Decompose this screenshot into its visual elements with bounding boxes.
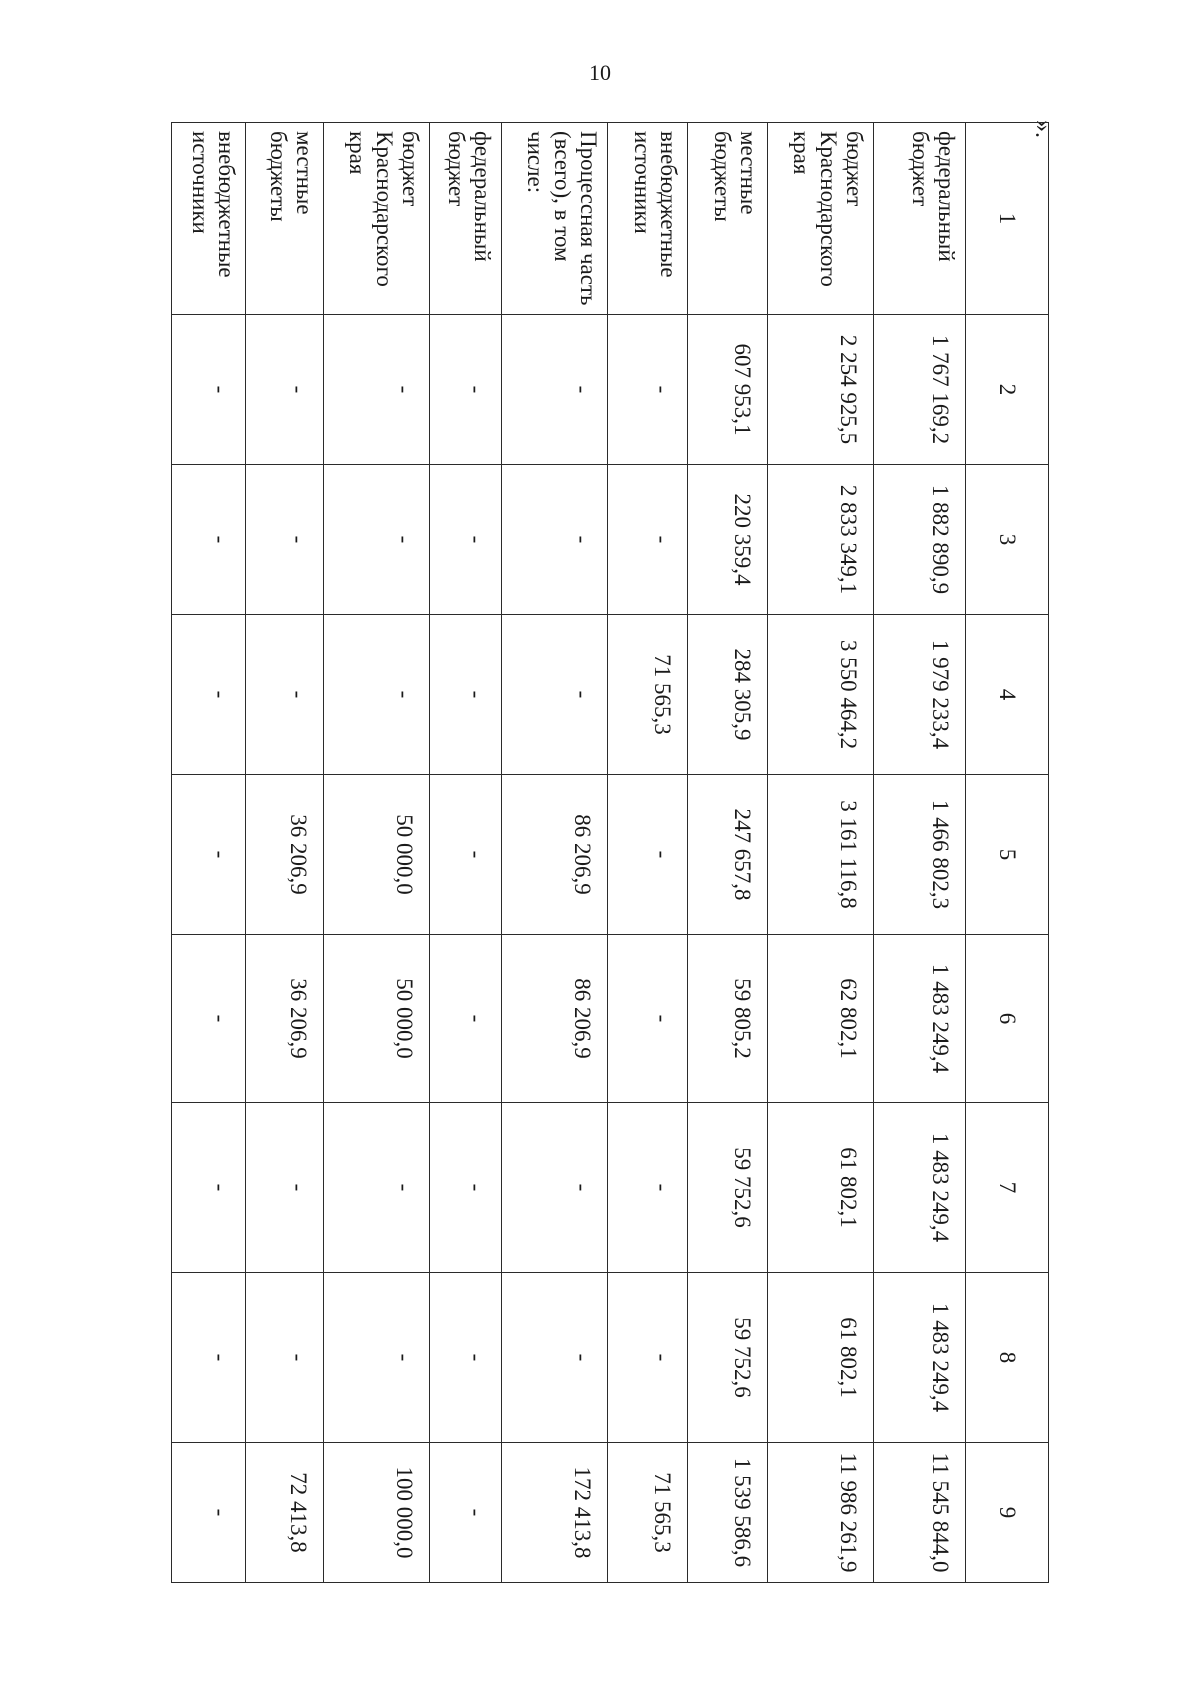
table-cell: 62 802,1	[768, 935, 874, 1103]
table-cell: 247 657,8	[688, 775, 768, 935]
table-cell: 3 550 464,2	[768, 615, 874, 775]
table-cell: 607 953,1	[688, 315, 768, 465]
table-cell: -	[502, 1103, 608, 1273]
table-cell: -	[608, 935, 688, 1103]
table-cell: -	[172, 935, 246, 1103]
table-cell: 50 000,0	[324, 775, 430, 935]
table-cell: -	[502, 315, 608, 465]
budget-table	[171, 122, 1049, 1583]
table-cell: -	[172, 615, 246, 775]
table-cell: 86 206,9	[502, 775, 608, 935]
table-cell: -	[172, 1443, 246, 1583]
table-cell: 36 206,9	[246, 935, 324, 1103]
table-cell: 36 206,9	[246, 775, 324, 935]
table-cell: -	[246, 465, 324, 615]
table-row	[246, 123, 324, 1583]
table-cell: 72 413,8	[246, 1443, 324, 1583]
table-cell: 1 483 249,4	[874, 1103, 966, 1273]
table-row	[430, 123, 502, 1583]
table-row	[768, 123, 874, 1583]
table-row	[324, 123, 430, 1583]
row-label: бюджет Краснодарского края	[324, 123, 430, 315]
table-cell: -	[430, 615, 502, 775]
table-cell: 61 802,1	[768, 1273, 874, 1443]
table-cell: 50 000,0	[324, 935, 430, 1103]
column-header: 7	[966, 1103, 1049, 1273]
column-header: 5	[966, 775, 1049, 935]
table-cell: -	[324, 465, 430, 615]
row-label: внебюджетные источники	[172, 123, 246, 315]
table-cell: 11 545 844,0	[874, 1443, 966, 1583]
table-row	[502, 123, 608, 1583]
row-label: местные бюджеты	[246, 123, 324, 315]
table-cell: 3 161 116,8	[768, 775, 874, 935]
table-cell: 2 254 925,5	[768, 315, 874, 465]
table-cell: -	[246, 315, 324, 465]
table-cell: -	[430, 935, 502, 1103]
column-header: 2	[966, 315, 1049, 465]
table-cell: -	[608, 1103, 688, 1273]
table-cell: -	[430, 775, 502, 935]
table-cell: 86 206,9	[502, 935, 608, 1103]
page-number: 10	[589, 60, 611, 85]
table-cell: -	[324, 1273, 430, 1443]
column-header: 9	[966, 1443, 1049, 1583]
table-cell: -	[324, 615, 430, 775]
table-cell: -	[172, 315, 246, 465]
column-header: 1	[966, 123, 1049, 315]
table-cell: 1 483 249,4	[874, 935, 966, 1103]
column-header: 3	[966, 465, 1049, 615]
table-cell: -	[502, 1273, 608, 1443]
row-label: федеральный бюджет	[430, 123, 502, 315]
table-cell: 1 767 169,2	[874, 315, 966, 465]
table-cell: -	[246, 615, 324, 775]
table-cell: -	[324, 315, 430, 465]
table-cell: -	[172, 1273, 246, 1443]
table-cell: -	[502, 465, 608, 615]
table-cell: -	[172, 465, 246, 615]
column-header: 6	[966, 935, 1049, 1103]
table-cell: 61 802,1	[768, 1103, 874, 1273]
table-header-row	[966, 123, 1049, 1583]
table-row	[688, 123, 768, 1583]
closing-quote-mark: ».	[1030, 120, 1056, 138]
table-cell: 11 986 261,9	[768, 1443, 874, 1583]
table-row	[172, 123, 246, 1583]
table-cell: -	[324, 1103, 430, 1273]
table-cell: 59 805,2	[688, 935, 768, 1103]
table-cell: -	[608, 315, 688, 465]
table-cell: -	[430, 1443, 502, 1583]
row-label: федеральный бюджет	[874, 123, 966, 315]
table-cell: 1 882 890,9	[874, 465, 966, 615]
row-label: внебюджетные источники	[608, 123, 688, 315]
table-cell: 284 305,9	[688, 615, 768, 775]
column-header: 8	[966, 1273, 1049, 1443]
table-cell: 2 833 349,1	[768, 465, 874, 615]
table-cell: 59 752,6	[688, 1103, 768, 1273]
table-row	[874, 123, 966, 1583]
table-cell: 71 565,3	[608, 615, 688, 775]
table-row	[608, 123, 688, 1583]
table-cell: -	[430, 465, 502, 615]
table-cell: -	[430, 315, 502, 465]
table-cell: 1 539 586,6	[688, 1443, 768, 1583]
table-cell: 220 359,4	[688, 465, 768, 615]
table-cell: -	[502, 615, 608, 775]
table-cell: 100 000,0	[324, 1443, 430, 1583]
table-cell: 59 752,6	[688, 1273, 768, 1443]
table-cell: -	[608, 465, 688, 615]
table-cell: -	[608, 775, 688, 935]
row-label: бюджет Краснодарского края	[768, 123, 874, 315]
row-label: местные бюджеты	[688, 123, 768, 315]
table-cell: 1 483 249,4	[874, 1273, 966, 1443]
table-cell: 1 466 802,3	[874, 775, 966, 935]
table-cell: -	[246, 1273, 324, 1443]
table-cell: 1 979 233,4	[874, 615, 966, 775]
row-label: Процессная часть (всего), в том числе:	[502, 123, 608, 315]
table-cell: -	[430, 1103, 502, 1273]
rotated-table-container	[181, 122, 1049, 1582]
table-cell: 172 413,8	[502, 1443, 608, 1583]
table-cell: 71 565,3	[608, 1443, 688, 1583]
table-cell: -	[172, 1103, 246, 1273]
table-cell: -	[430, 1273, 502, 1443]
column-header: 4	[966, 615, 1049, 775]
table-cell: -	[246, 1103, 324, 1273]
table-cell: -	[172, 775, 246, 935]
table-cell: -	[608, 1273, 688, 1443]
